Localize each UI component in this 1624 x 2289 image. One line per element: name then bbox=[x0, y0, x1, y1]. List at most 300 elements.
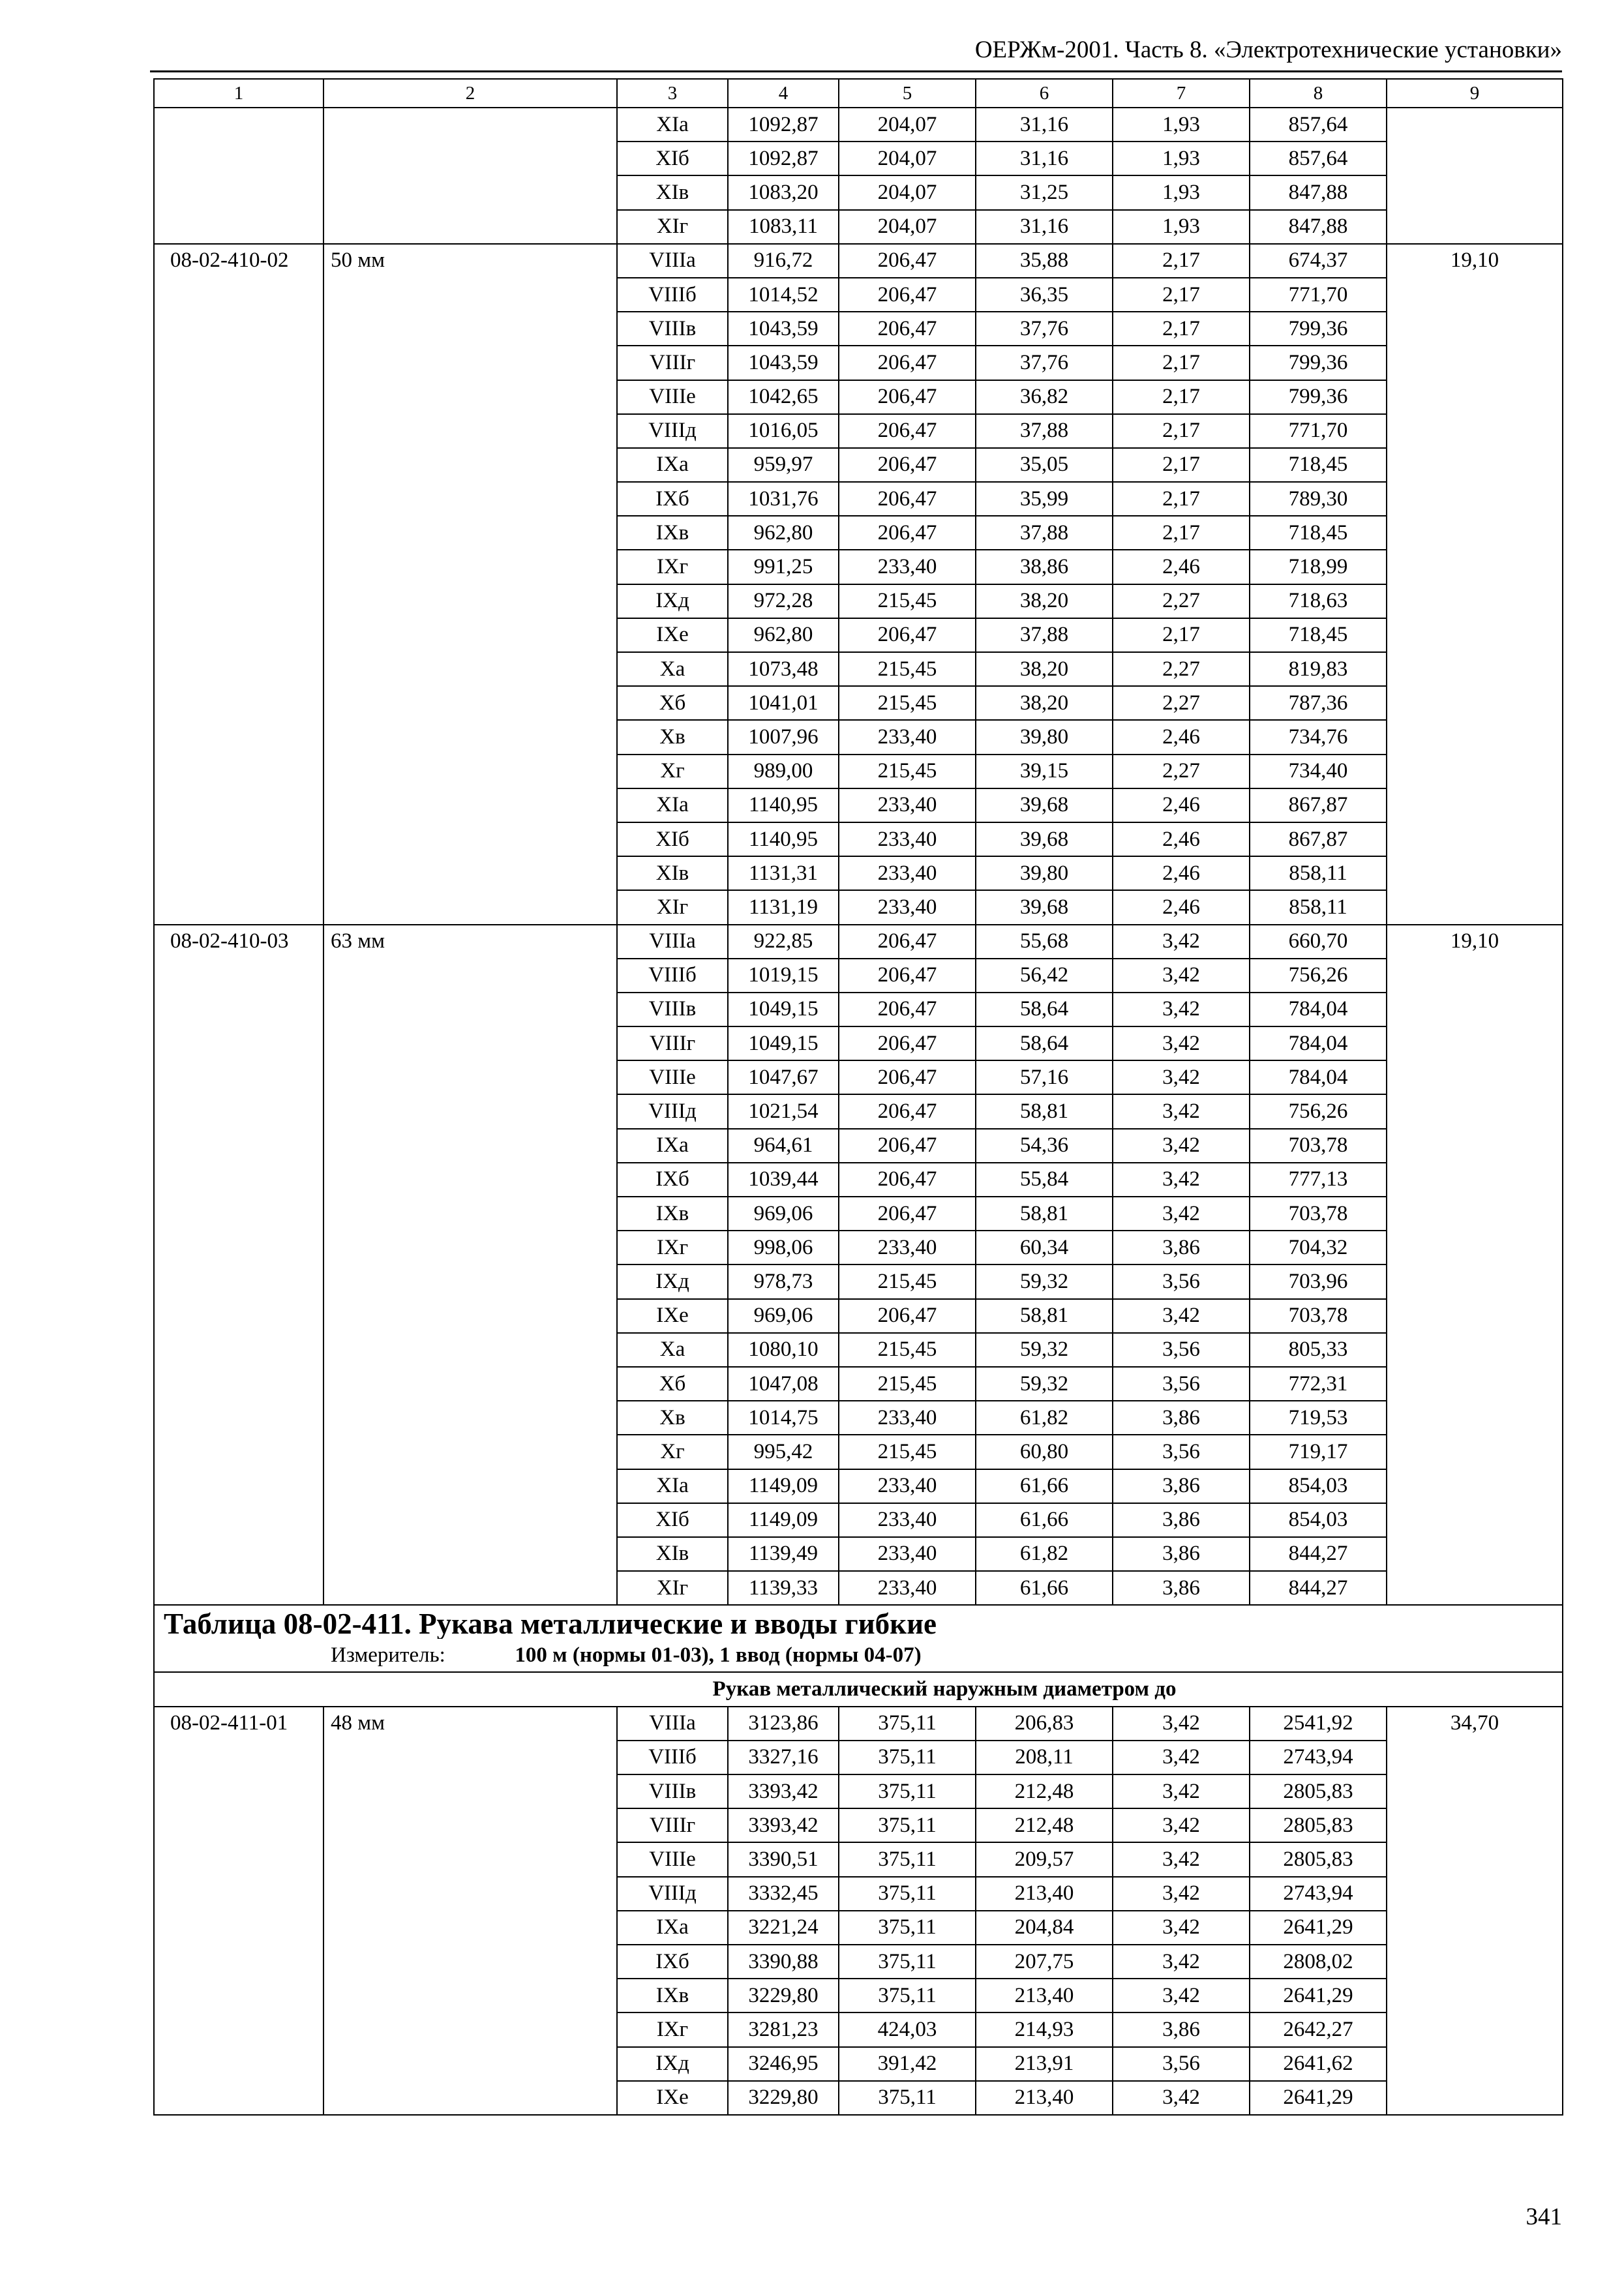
table-cell: 703,78 bbox=[1250, 1197, 1387, 1231]
table-cell: 3,42 bbox=[1113, 1808, 1250, 1842]
table-cell: 3,42 bbox=[1113, 1163, 1250, 1197]
table-cell: 206,47 bbox=[839, 448, 976, 482]
table-cell: XIб bbox=[617, 822, 728, 856]
table-cell: 38,20 bbox=[976, 686, 1113, 720]
table-cell: 3,42 bbox=[1113, 1707, 1250, 1741]
table-cell: 3229,80 bbox=[728, 2081, 839, 2115]
column-number: 2 bbox=[323, 79, 617, 108]
table-cell: 375,11 bbox=[839, 1707, 976, 1741]
table-cell: 2,46 bbox=[1113, 856, 1250, 890]
table-cell: 734,76 bbox=[1250, 720, 1387, 754]
table-cell: IXг bbox=[617, 550, 728, 584]
table-cell: VIIIа bbox=[617, 1707, 728, 1741]
table-cell: 3,56 bbox=[1113, 2047, 1250, 2081]
table-cell: 233,40 bbox=[839, 856, 976, 890]
table-cell: 964,61 bbox=[728, 1129, 839, 1163]
table-cell: 233,40 bbox=[839, 1469, 976, 1503]
column-number: 7 bbox=[1113, 79, 1250, 108]
table-cell: 3,42 bbox=[1113, 2081, 1250, 2115]
table-cell: 1007,96 bbox=[728, 720, 839, 754]
table-cell: 3,56 bbox=[1113, 1333, 1250, 1367]
table-cell: 719,17 bbox=[1250, 1435, 1387, 1469]
table-cell: IXа bbox=[617, 1129, 728, 1163]
table-cell: 3,42 bbox=[1113, 993, 1250, 1026]
table-cell: 978,73 bbox=[728, 1264, 839, 1298]
table-cell: 1139,49 bbox=[728, 1537, 839, 1571]
table-row bbox=[154, 108, 1563, 142]
table-cell: 206,47 bbox=[839, 993, 976, 1026]
page-header-title: ОЕРЖм-2001. Часть 8. «Электротехнические установки» bbox=[974, 37, 1562, 63]
table-cell: 2805,83 bbox=[1250, 1808, 1387, 1842]
norm-size: 63 мм bbox=[323, 925, 617, 1606]
table-cell: 1080,10 bbox=[728, 1333, 839, 1367]
table-cell: 204,07 bbox=[839, 142, 976, 175]
table-cell: 39,68 bbox=[976, 890, 1113, 924]
table-cell: 3246,95 bbox=[728, 2047, 839, 2081]
column-number: 8 bbox=[1250, 79, 1387, 108]
norm-col9: 19,10 bbox=[1387, 925, 1563, 1606]
norm-code: 08-02-410-02 bbox=[154, 244, 323, 925]
table-cell: 233,40 bbox=[839, 1503, 976, 1537]
table-cell: 777,13 bbox=[1250, 1163, 1387, 1197]
table-cell: 854,03 bbox=[1250, 1469, 1387, 1503]
table-body-bottom bbox=[154, 1707, 1563, 2115]
table-cell: 2,17 bbox=[1113, 312, 1250, 346]
table-cell: 375,11 bbox=[839, 1911, 976, 1945]
table-cell: 204,07 bbox=[839, 175, 976, 209]
section-heading: Рукав металлический наружным диаметром до bbox=[154, 1672, 1563, 1706]
table-cell: 206,47 bbox=[839, 1060, 976, 1094]
table-cell: 784,04 bbox=[1250, 993, 1387, 1026]
norm-code: 08-02-410-03 bbox=[154, 925, 323, 1606]
table-cell: 61,82 bbox=[976, 1401, 1113, 1435]
table-cell: 799,36 bbox=[1250, 346, 1387, 380]
table-cell: 2,46 bbox=[1113, 788, 1250, 822]
table-body-top bbox=[154, 79, 1563, 1605]
table-cell: 991,25 bbox=[728, 550, 839, 584]
table-cell: IXб bbox=[617, 482, 728, 516]
table-cell: 1092,87 bbox=[728, 142, 839, 175]
table-cell: 38,20 bbox=[976, 584, 1113, 618]
table-cell: 39,15 bbox=[976, 755, 1113, 788]
table-cell: 719,53 bbox=[1250, 1401, 1387, 1435]
table-cell: 3,86 bbox=[1113, 1571, 1250, 1605]
table-cell: 3,56 bbox=[1113, 1264, 1250, 1298]
table-cell: VIIIд bbox=[617, 414, 728, 448]
table-cell: 660,70 bbox=[1250, 925, 1387, 959]
table-cell: 206,47 bbox=[839, 1026, 976, 1060]
table-cell: 31,25 bbox=[976, 175, 1113, 209]
table-cell: XIа bbox=[617, 1469, 728, 1503]
table-cell: VIIIг bbox=[617, 346, 728, 380]
table-cell: 375,11 bbox=[839, 1741, 976, 1774]
table-cell: 854,03 bbox=[1250, 1503, 1387, 1537]
table-cell: 3,42 bbox=[1113, 1197, 1250, 1231]
table-cell: 2,17 bbox=[1113, 278, 1250, 312]
table-cell: IXв bbox=[617, 516, 728, 550]
table-cell: 3393,42 bbox=[728, 1808, 839, 1842]
table-cell: XIв bbox=[617, 175, 728, 209]
table-cell: 771,70 bbox=[1250, 414, 1387, 448]
table-cell: 819,83 bbox=[1250, 652, 1387, 686]
table-cell: 3,56 bbox=[1113, 1367, 1250, 1401]
table-cell: 989,00 bbox=[728, 755, 839, 788]
table-cell: 718,45 bbox=[1250, 618, 1387, 652]
table-cell: 35,99 bbox=[976, 482, 1113, 516]
table-cell: 1047,08 bbox=[728, 1367, 839, 1401]
table-cell: 844,27 bbox=[1250, 1571, 1387, 1605]
table-cell: 2,27 bbox=[1113, 652, 1250, 686]
table-cell: XIв bbox=[617, 856, 728, 890]
table-cell: 213,40 bbox=[976, 1979, 1113, 2012]
table-cell: IXв bbox=[617, 1197, 728, 1231]
table-cell: 3281,23 bbox=[728, 2012, 839, 2046]
table-cell: 704,32 bbox=[1250, 1231, 1387, 1264]
table-title: Таблица 08-02-411. Рукава металлические и вводы гибкие bbox=[164, 1608, 937, 1639]
table-cell: 375,11 bbox=[839, 1774, 976, 1808]
table-cell: VIIIв bbox=[617, 993, 728, 1026]
table-cell: 31,16 bbox=[976, 108, 1113, 142]
table-cell: 1049,15 bbox=[728, 993, 839, 1026]
table-cell: IXе bbox=[617, 2081, 728, 2115]
column-number: 3 bbox=[617, 79, 728, 108]
table-cell: 215,45 bbox=[839, 686, 976, 720]
meter-value: 100 м (нормы 01-03), 1 ввод (нормы 04-07) bbox=[515, 1643, 922, 1667]
table-cell: 3,42 bbox=[1113, 1842, 1250, 1876]
table-cell: 206,47 bbox=[839, 925, 976, 959]
table-cell: VIIIв bbox=[617, 1774, 728, 1808]
table-cell: 58,64 bbox=[976, 1026, 1113, 1060]
table-cell: 3,42 bbox=[1113, 1979, 1250, 2012]
table-cell: 2,17 bbox=[1113, 516, 1250, 550]
table-cell: 3,86 bbox=[1113, 1469, 1250, 1503]
table-cell: 3,42 bbox=[1113, 1741, 1250, 1774]
table-411-header bbox=[154, 1605, 1563, 1706]
norm-size: 50 мм bbox=[323, 244, 617, 925]
table-cell: 1047,67 bbox=[728, 1060, 839, 1094]
table-cell: Xб bbox=[617, 686, 728, 720]
table-cell: 772,31 bbox=[1250, 1367, 1387, 1401]
column-number: 5 bbox=[839, 79, 976, 108]
table-cell: IXд bbox=[617, 2047, 728, 2081]
table-cell: XIг bbox=[617, 890, 728, 924]
table-cell: 206,47 bbox=[839, 244, 976, 278]
table-cell: 206,47 bbox=[839, 414, 976, 448]
table-cell: 799,36 bbox=[1250, 380, 1387, 414]
table-cell: 1014,75 bbox=[728, 1401, 839, 1435]
table-cell: 233,40 bbox=[839, 1231, 976, 1264]
table-cell: IXе bbox=[617, 1299, 728, 1333]
table-cell: 3,56 bbox=[1113, 1435, 1250, 1469]
table-row bbox=[154, 244, 1563, 278]
table-cell: Xа bbox=[617, 652, 728, 686]
table-cell: 2808,02 bbox=[1250, 1945, 1387, 1979]
table-cell: 204,07 bbox=[839, 108, 976, 142]
table-cell: 2541,92 bbox=[1250, 1707, 1387, 1741]
norms-table bbox=[153, 78, 1563, 2116]
table-cell: XIа bbox=[617, 788, 728, 822]
table-cell: 3,86 bbox=[1113, 2012, 1250, 2046]
table-cell: 213,91 bbox=[976, 2047, 1113, 2081]
table-cell: 1073,48 bbox=[728, 652, 839, 686]
table-cell: 213,40 bbox=[976, 2081, 1113, 2115]
table-cell: 916,72 bbox=[728, 244, 839, 278]
table-cell: 922,85 bbox=[728, 925, 839, 959]
table-cell: 215,45 bbox=[839, 1333, 976, 1367]
table-cell: 3332,45 bbox=[728, 1877, 839, 1911]
table-cell: 35,88 bbox=[976, 244, 1113, 278]
table-cell: Xб bbox=[617, 1367, 728, 1401]
table-cell: 703,78 bbox=[1250, 1299, 1387, 1333]
table-cell: 57,16 bbox=[976, 1060, 1113, 1094]
table-cell: 784,04 bbox=[1250, 1026, 1387, 1060]
norm-size: 48 мм bbox=[323, 1707, 617, 2115]
table-cell: 962,80 bbox=[728, 516, 839, 550]
table-cell: 1,93 bbox=[1113, 210, 1250, 244]
table-cell: 3,42 bbox=[1113, 1911, 1250, 1945]
table-row bbox=[154, 925, 1563, 959]
table-cell: 206,47 bbox=[839, 959, 976, 993]
table-cell: 233,40 bbox=[839, 1537, 976, 1571]
table-cell: 215,45 bbox=[839, 652, 976, 686]
table-cell: 998,06 bbox=[728, 1231, 839, 1264]
table-cell: 424,03 bbox=[839, 2012, 976, 2046]
table-cell: 703,96 bbox=[1250, 1264, 1387, 1298]
table-cell: 2641,29 bbox=[1250, 1979, 1387, 2012]
table-cell: 2,17 bbox=[1113, 618, 1250, 652]
table-cell: 3,42 bbox=[1113, 1094, 1250, 1128]
table-cell: 2743,94 bbox=[1250, 1877, 1387, 1911]
table-cell: 2,17 bbox=[1113, 448, 1250, 482]
table-cell: 1149,09 bbox=[728, 1503, 839, 1537]
header-rule bbox=[150, 70, 1562, 72]
table-cell: IXв bbox=[617, 1979, 728, 2012]
table-cell: 1031,76 bbox=[728, 482, 839, 516]
table-cell: 391,42 bbox=[839, 2047, 976, 2081]
table-cell: 206,47 bbox=[839, 1197, 976, 1231]
table-cell: 60,34 bbox=[976, 1231, 1113, 1264]
table-cell: 799,36 bbox=[1250, 312, 1387, 346]
column-number-row bbox=[154, 79, 1563, 108]
table-cell: 2805,83 bbox=[1250, 1842, 1387, 1876]
table-cell: 867,87 bbox=[1250, 822, 1387, 856]
table-cell: 2,17 bbox=[1113, 380, 1250, 414]
table-cell: 844,27 bbox=[1250, 1537, 1387, 1571]
table-cell: 2642,27 bbox=[1250, 2012, 1387, 2046]
table-cell: 206,47 bbox=[839, 380, 976, 414]
table-cell: VIIIб bbox=[617, 278, 728, 312]
table-cell: Xв bbox=[617, 1401, 728, 1435]
table-cell: 2,46 bbox=[1113, 720, 1250, 754]
table-cell: 3327,16 bbox=[728, 1741, 839, 1774]
table-cell: 233,40 bbox=[839, 1571, 976, 1605]
table-cell: 37,76 bbox=[976, 346, 1113, 380]
table-cell: XIг bbox=[617, 210, 728, 244]
table-cell: 375,11 bbox=[839, 1877, 976, 1911]
table-cell: 58,81 bbox=[976, 1299, 1113, 1333]
table-cell: VIIIа bbox=[617, 244, 728, 278]
column-number: 4 bbox=[728, 79, 839, 108]
table-cell: 60,80 bbox=[976, 1435, 1113, 1469]
table-cell: 37,88 bbox=[976, 414, 1113, 448]
table-cell: VIIIв bbox=[617, 312, 728, 346]
table-cell: 206,47 bbox=[839, 346, 976, 380]
table-cell: 3,42 bbox=[1113, 1877, 1250, 1911]
table-cell: 2,46 bbox=[1113, 822, 1250, 856]
table-cell: 206,47 bbox=[839, 516, 976, 550]
table-cell: IXа bbox=[617, 448, 728, 482]
table-cell: 214,93 bbox=[976, 2012, 1113, 2046]
norm-col9 bbox=[1387, 108, 1563, 244]
norm-code: 08-02-411-01 bbox=[154, 1707, 323, 2115]
table-cell: 787,36 bbox=[1250, 686, 1387, 720]
column-number: 1 bbox=[154, 79, 323, 108]
table-cell: 2,17 bbox=[1113, 414, 1250, 448]
table-cell: 867,87 bbox=[1250, 788, 1387, 822]
table-cell: 1,93 bbox=[1113, 142, 1250, 175]
table-cell: 2,46 bbox=[1113, 890, 1250, 924]
table-cell: 1039,44 bbox=[728, 1163, 839, 1197]
table-cell: Xв bbox=[617, 720, 728, 754]
table-cell: 2,46 bbox=[1113, 550, 1250, 584]
table-cell: 204,84 bbox=[976, 1911, 1113, 1945]
table-cell: VIIIг bbox=[617, 1808, 728, 1842]
table-cell: 771,70 bbox=[1250, 278, 1387, 312]
table-cell: 61,66 bbox=[976, 1503, 1113, 1537]
table-cell: 3,86 bbox=[1113, 1503, 1250, 1537]
table-cell: 206,47 bbox=[839, 482, 976, 516]
table-cell: Xг bbox=[617, 755, 728, 788]
table-cell: 2,27 bbox=[1113, 584, 1250, 618]
table-cell: 213,40 bbox=[976, 1877, 1113, 1911]
table-cell: 375,11 bbox=[839, 1945, 976, 1979]
table-cell: 212,48 bbox=[976, 1774, 1113, 1808]
table-cell: 55,68 bbox=[976, 925, 1113, 959]
table-cell: 233,40 bbox=[839, 720, 976, 754]
table-cell: 54,36 bbox=[976, 1129, 1113, 1163]
table-cell: 59,32 bbox=[976, 1367, 1113, 1401]
table-cell: 734,40 bbox=[1250, 755, 1387, 788]
table-cell: 1021,54 bbox=[728, 1094, 839, 1128]
norm-code bbox=[154, 108, 323, 244]
table-cell: 207,75 bbox=[976, 1945, 1113, 1979]
table-cell: Xг bbox=[617, 1435, 728, 1469]
table-cell: 3,42 bbox=[1113, 925, 1250, 959]
table-cell: 215,45 bbox=[839, 584, 976, 618]
table-cell: 1083,11 bbox=[728, 210, 839, 244]
table-cell: 1149,09 bbox=[728, 1469, 839, 1503]
table-cell: VIIIе bbox=[617, 1060, 728, 1094]
table-cell: 2,27 bbox=[1113, 686, 1250, 720]
table-cell: IXг bbox=[617, 2012, 728, 2046]
table-cell: 37,76 bbox=[976, 312, 1113, 346]
table-cell: 969,06 bbox=[728, 1299, 839, 1333]
table-cell: 1019,15 bbox=[728, 959, 839, 993]
table-cell: 1042,65 bbox=[728, 380, 839, 414]
table-cell: 38,86 bbox=[976, 550, 1113, 584]
table-cell: 718,63 bbox=[1250, 584, 1387, 618]
table-cell: 3,42 bbox=[1113, 1774, 1250, 1808]
table-cell: VIIIа bbox=[617, 925, 728, 959]
table-cell: IXе bbox=[617, 618, 728, 652]
table-cell: 56,42 bbox=[976, 959, 1113, 993]
table-cell: 31,16 bbox=[976, 142, 1113, 175]
table-cell: 756,26 bbox=[1250, 1094, 1387, 1128]
table-cell: 2,27 bbox=[1113, 755, 1250, 788]
table-cell: 2641,62 bbox=[1250, 2047, 1387, 2081]
table-cell: 2641,29 bbox=[1250, 2081, 1387, 2115]
table-cell: XIа bbox=[617, 108, 728, 142]
table-cell: XIг bbox=[617, 1571, 728, 1605]
table-cell: 39,68 bbox=[976, 788, 1113, 822]
table-cell: 61,66 bbox=[976, 1571, 1113, 1605]
table-cell: 1,93 bbox=[1113, 175, 1250, 209]
table-cell: 1041,01 bbox=[728, 686, 839, 720]
table-cell: 206,47 bbox=[839, 312, 976, 346]
table-cell: 3,42 bbox=[1113, 1060, 1250, 1094]
table-cell: VIIIб bbox=[617, 959, 728, 993]
table-cell: 61,66 bbox=[976, 1469, 1113, 1503]
table-cell: 1043,59 bbox=[728, 346, 839, 380]
table-cell: 215,45 bbox=[839, 1435, 976, 1469]
table-cell: 1131,31 bbox=[728, 856, 839, 890]
table-cell: 718,45 bbox=[1250, 448, 1387, 482]
table-cell: 1083,20 bbox=[728, 175, 839, 209]
table-cell: 784,04 bbox=[1250, 1060, 1387, 1094]
table-cell: VIIIд bbox=[617, 1877, 728, 1911]
table-cell: 789,30 bbox=[1250, 482, 1387, 516]
table-row bbox=[154, 1707, 1563, 1741]
table-cell: 3,42 bbox=[1113, 959, 1250, 993]
table-cell: VIIIе bbox=[617, 1842, 728, 1876]
table-cell: 3,42 bbox=[1113, 1129, 1250, 1163]
table-cell: 718,45 bbox=[1250, 516, 1387, 550]
table-cell: 972,28 bbox=[728, 584, 839, 618]
table-cell: 1131,19 bbox=[728, 890, 839, 924]
table-cell: IXа bbox=[617, 1911, 728, 1945]
table-cell: 206,47 bbox=[839, 618, 976, 652]
table-cell: 703,78 bbox=[1250, 1129, 1387, 1163]
table-cell: 3,42 bbox=[1113, 1945, 1250, 1979]
table-cell: 858,11 bbox=[1250, 890, 1387, 924]
table-cell: XIб bbox=[617, 1503, 728, 1537]
table-cell: 59,32 bbox=[976, 1264, 1113, 1298]
table-cell: 3,86 bbox=[1113, 1537, 1250, 1571]
table-cell: 1139,33 bbox=[728, 1571, 839, 1605]
table-cell: 1043,59 bbox=[728, 312, 839, 346]
table-cell: 718,99 bbox=[1250, 550, 1387, 584]
table-cell: VIIIг bbox=[617, 1026, 728, 1060]
table-cell: 37,88 bbox=[976, 516, 1113, 550]
table-cell: 2,17 bbox=[1113, 244, 1250, 278]
column-number: 6 bbox=[976, 79, 1113, 108]
table-cell: 3,86 bbox=[1113, 1231, 1250, 1264]
table-cell: 3390,51 bbox=[728, 1842, 839, 1876]
table-cell: 35,05 bbox=[976, 448, 1113, 482]
table-cell: 3390,88 bbox=[728, 1945, 839, 1979]
table-cell: 1092,87 bbox=[728, 108, 839, 142]
table-cell: 847,88 bbox=[1250, 210, 1387, 244]
table-cell: 847,88 bbox=[1250, 175, 1387, 209]
table-cell: 37,88 bbox=[976, 618, 1113, 652]
table-cell: VIIIб bbox=[617, 1741, 728, 1774]
meter-label: Измеритель: bbox=[331, 1643, 445, 1667]
table-cell: 212,48 bbox=[976, 1808, 1113, 1842]
table-cell: 204,07 bbox=[839, 210, 976, 244]
table-cell: IXд bbox=[617, 1264, 728, 1298]
table-cell: 206,47 bbox=[839, 1094, 976, 1128]
column-number: 9 bbox=[1387, 79, 1563, 108]
